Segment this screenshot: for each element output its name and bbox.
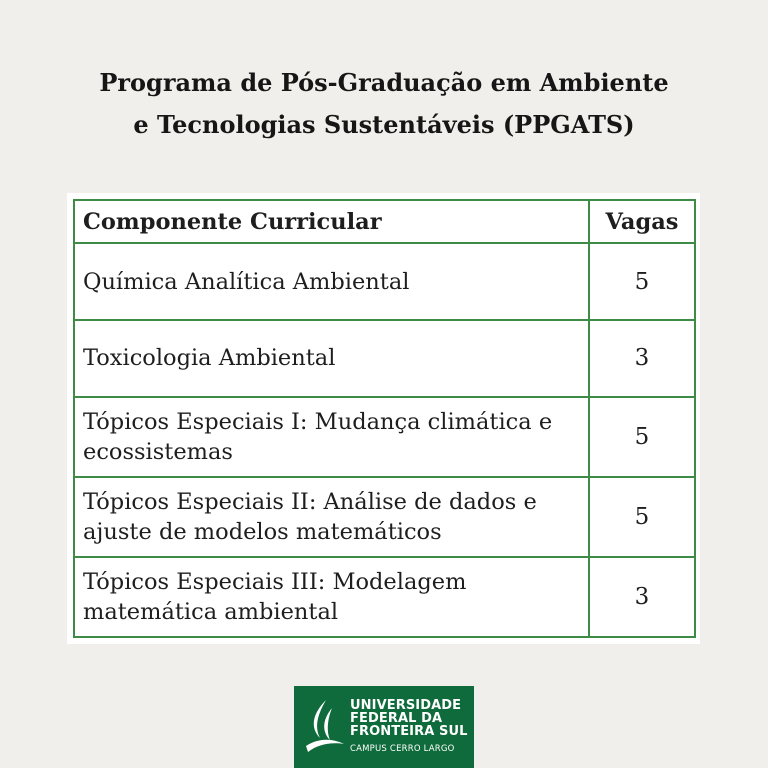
header-slots: Vagas [589,200,695,243]
logo-wordmark [350,699,468,738]
table-row [74,243,695,320]
leaf-emblem-icon [304,698,346,756]
component-cell: Tópicos Especiais II: Análise de dados e ajuste de modelos matemáticos [74,477,589,557]
slots-cell: 5 [589,397,695,477]
header-component: Componente Curricular [74,200,589,243]
title-line-2: e Tecnologias Sustentáveis (PPGATS) [133,110,635,139]
component-cell: Tópicos Especiais III: Modelagem matemática ambiental [74,557,589,637]
table-header-row [74,200,695,243]
logo-line-1: UNIVERSIDADE [350,698,462,713]
slots-cell: 3 [589,320,695,397]
curriculum-table [73,199,696,638]
table-card [67,193,700,644]
title-line-1: Programa de Pós-Graduação em Ambiente [99,68,669,97]
component-cell: Tópicos Especiais I: Mudança climática e ecossistemas [74,397,589,477]
logo-line-2: FEDERAL DA [350,711,443,726]
table-row [74,320,695,397]
table-row [74,477,695,557]
component-cell: Toxicologia Ambiental [74,320,589,397]
slots-cell: 3 [589,557,695,637]
page-title [0,62,768,146]
university-logo [294,686,474,768]
table-row [74,557,695,637]
logo-line-3: FRONTEIRA SUL [350,724,468,739]
slots-cell: 5 [589,477,695,557]
component-cell: Química Analítica Ambiental [74,243,589,320]
table-row [74,397,695,477]
logo-campus: CAMPUS CERRO LARGO [350,744,455,754]
slots-cell: 5 [589,243,695,320]
